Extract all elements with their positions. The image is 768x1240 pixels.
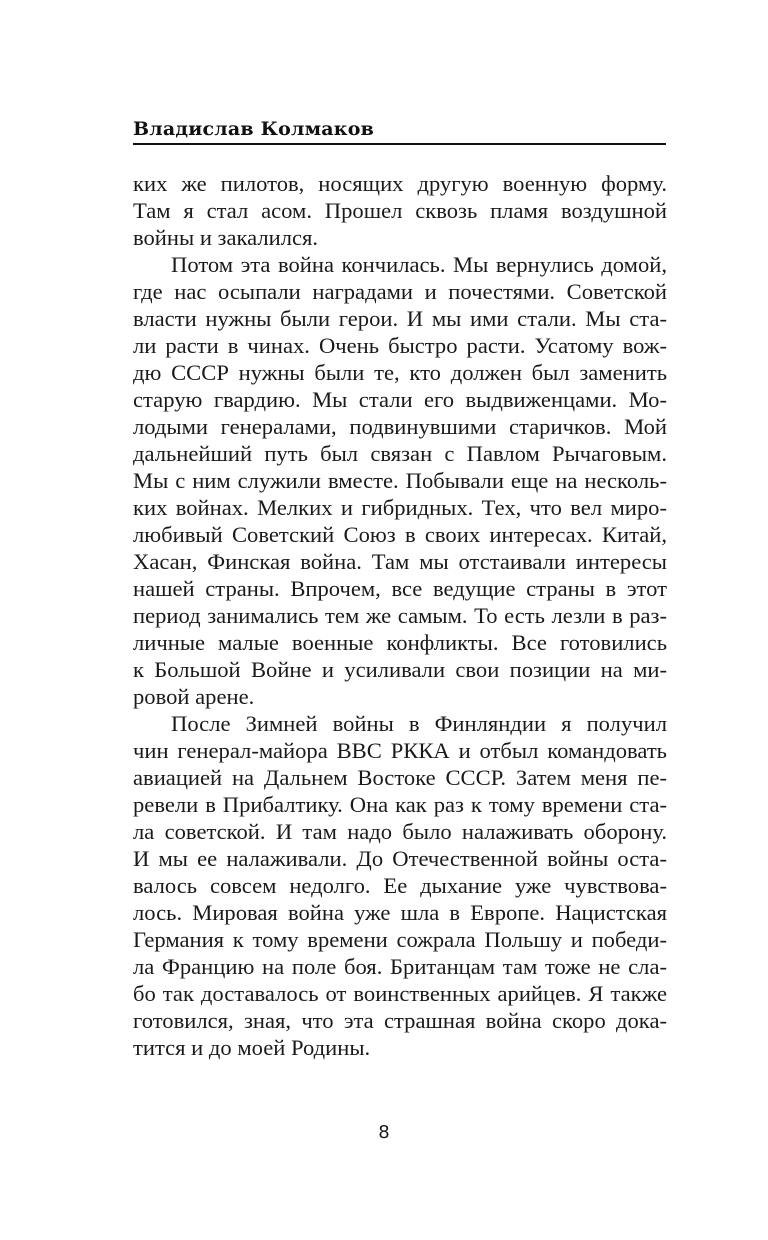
text-line: Мы с ним служили вместе. Побывали еще на несколь- (133, 468, 667, 493)
text-line: власти нужны были герои. И мы ими стали. Мы ста- (133, 306, 667, 331)
text-line: чин генерал-майора ВВС РККА и отбыл командовать (133, 738, 667, 763)
text-line: После Зимней войны в Финляндии я получил (171, 711, 667, 736)
text-line: к Большой Войне и усиливали свои позиции на ми- (133, 657, 667, 682)
text-line: лось. Мировая война уже шла в Европе. Нацистская (133, 900, 667, 925)
text-line: период занимались тем же самым. То есть лезли в раз- (133, 603, 667, 628)
text-line: личные малые военные конфликты. Все готовились (133, 630, 667, 655)
text-line: войны и закалился. (133, 225, 319, 250)
header-rule (133, 143, 666, 145)
text-line: где нас осыпали наградами и почестями. Советской (133, 279, 667, 304)
running-head-author: Владислав Колмаков (133, 118, 374, 140)
text-line: бо так доставалось от воинственных арийцев. Я также (133, 981, 667, 1006)
text-line: дю СССР нужны были те, кто должен был заменить (133, 360, 667, 385)
text-line: дальнейший путь был связан с Павлом Рычаговым. (133, 441, 667, 466)
text-line: ли расти в чинах. Очень быстро расти. Усатому вож- (133, 333, 667, 358)
text-line: авиацией на Дальнем Востоке СССР. Затем меня пе- (133, 765, 667, 790)
body-text (133, 170, 667, 1061)
text-line: старую гвардию. Мы стали его выдвиженцами. Мо- (133, 387, 667, 412)
page-number: 8 (378, 1122, 390, 1143)
text-line: ла Францию на поле боя. Британцам там тоже не сла- (133, 954, 667, 979)
text-line: ревели в Прибалтику. Она как раз к тому времени ста- (133, 792, 667, 817)
text-line: лодыми генералами, подвинувшими старичков. Мой (133, 414, 667, 439)
text-line: ких же пилотов, носящих другую военную форму. (133, 171, 667, 196)
text-line: тится и до моей Родины. (133, 1035, 371, 1060)
text-line: валось совсем недолго. Ее дыхание уже чувствова- (133, 873, 667, 898)
text-line: ровой арене. (133, 684, 255, 709)
text-line: любивый Советский Союз в своих интересах. Китай, (133, 522, 667, 547)
text-line: ких войнах. Мелких и гибридных. Тех, что вел миро- (133, 495, 667, 520)
text-line: Потом эта война кончилась. Мы вернулись домой, (171, 252, 667, 277)
text-line: И мы ее налаживали. До Отечественной войны оста- (133, 846, 667, 871)
text-line: Германия к тому времени сожрала Польшу и победи- (133, 927, 667, 952)
text-line: готовился, зная, что эта страшная война скоро дока- (133, 1008, 667, 1033)
text-line: Там я стал асом. Прошел сквозь пламя воздушной (133, 198, 667, 223)
text-line: ла советской. И там надо было налаживать оборону. (133, 819, 667, 844)
text-line: нашей страны. Впрочем, все ведущие страны в этот (133, 576, 667, 601)
text-line: Хасан, Финская война. Там мы отстаивали интересы (133, 549, 667, 574)
